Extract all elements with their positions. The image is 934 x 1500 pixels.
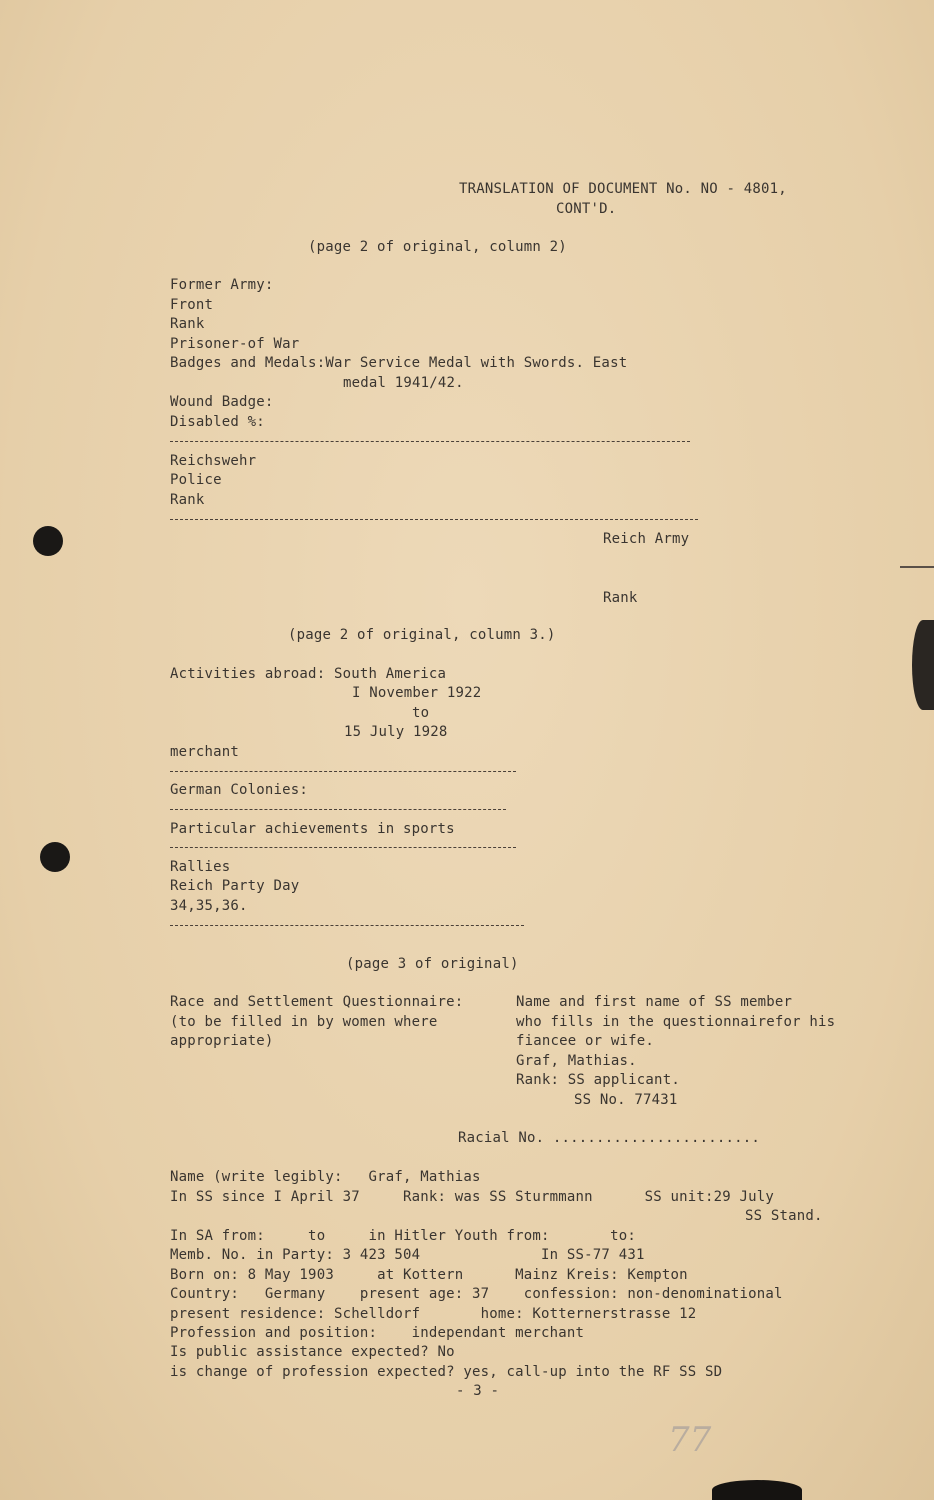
field-value: Reich Party Day <box>170 878 300 894</box>
handwritten-number: 77 <box>668 1420 712 1460</box>
field-value: 15 July 1928 <box>344 724 448 740</box>
form-line: Country: Germany present age: 37 confession: non-denominational <box>170 1286 783 1302</box>
field-value: Graf, Mathias. <box>516 1053 637 1069</box>
field-label: Reichswehr <box>170 453 257 469</box>
form-line: SS Stand. <box>745 1208 823 1224</box>
field-value: Badges and Medals:War Service Medal with Swords. East <box>170 355 628 371</box>
form-line: is change of profession expected? yes, call-up into the RF SS SD <box>170 1364 723 1380</box>
edge-mark <box>900 566 934 568</box>
punch-hole-top <box>33 526 63 556</box>
field-label: Rallies <box>170 859 231 875</box>
field-label: Police <box>170 472 222 488</box>
field-value: I November 1922 <box>352 685 482 701</box>
form-line: Is public assistance expected? No <box>170 1344 455 1360</box>
doc-title: TRANSLATION OF DOCUMENT No. NO - 4801, <box>459 181 787 197</box>
field-label: Wound Badge: <box>170 394 274 410</box>
form-line: Profession and position: independant merchant <box>170 1325 585 1341</box>
form-line: Born on: 8 May 1903 at Kottern Mainz Kreis: Kempton <box>170 1267 688 1283</box>
field-label: Name and first name of SS member <box>516 994 793 1010</box>
bottom-shadow <box>712 1480 802 1500</box>
field-label: German Colonies: <box>170 782 309 798</box>
field-value: Activities abroad: South America <box>170 666 447 682</box>
field-value: SS No. 77431 <box>574 1092 678 1108</box>
field-value: 34,35,36. <box>170 898 248 914</box>
form-line: Memb. No. in Party: 3 423 504 In SS-77 431 <box>170 1247 645 1263</box>
field-label: fiancee or wife. <box>516 1033 655 1049</box>
field-value: to <box>412 705 430 721</box>
doc-title-cont: CONT'D. <box>556 201 617 217</box>
section-heading: (page 2 of original, column 3.) <box>288 627 556 643</box>
field-label: Race and Settlement Questionnaire: <box>170 994 464 1010</box>
divider <box>170 771 516 772</box>
divider <box>170 519 698 520</box>
field-label: Former Army: <box>170 277 274 293</box>
field-label: Prisoner-of War <box>170 336 300 352</box>
divider <box>170 809 506 810</box>
field-value: medal 1941/42. <box>343 375 464 391</box>
field-value: merchant <box>170 744 240 760</box>
field-label: who fills in the questionnairefor his <box>516 1014 836 1030</box>
field-label: Particular achievements in sports <box>170 821 455 837</box>
divider <box>170 441 690 442</box>
form-line: present residence: Schelldorf home: Kotternerstrasse 12 <box>170 1306 697 1322</box>
torn-edge <box>912 620 934 710</box>
field-label: Disabled %: <box>170 414 265 430</box>
form-line: In SA from: to in Hitler Youth from: to: <box>170 1228 636 1244</box>
field-label: appropriate) <box>170 1033 274 1049</box>
field-label: Rank <box>170 316 205 332</box>
field-label: Rank <box>170 492 205 508</box>
page-number: - 3 - <box>456 1383 500 1399</box>
field-label: Reich Army <box>603 531 690 547</box>
section-heading: (page 3 of original) <box>346 956 519 972</box>
field-label: Rank <box>603 590 638 606</box>
form-line: Name (write legibly: Graf, Mathias <box>170 1169 481 1185</box>
field-label: (to be filled in by women where <box>170 1014 438 1030</box>
field-value: Rank: SS applicant. <box>516 1072 680 1088</box>
divider <box>170 847 516 848</box>
divider <box>170 925 524 926</box>
section-heading: (page 2 of original, column 2) <box>308 239 567 255</box>
racial-no: Racial No. ........................ <box>458 1130 761 1146</box>
form-line: In SS since I April 37 Rank: was SS Sturmmann SS unit:29 July <box>170 1189 775 1205</box>
field-label: Front <box>170 297 214 313</box>
punch-hole-bottom <box>40 842 70 872</box>
